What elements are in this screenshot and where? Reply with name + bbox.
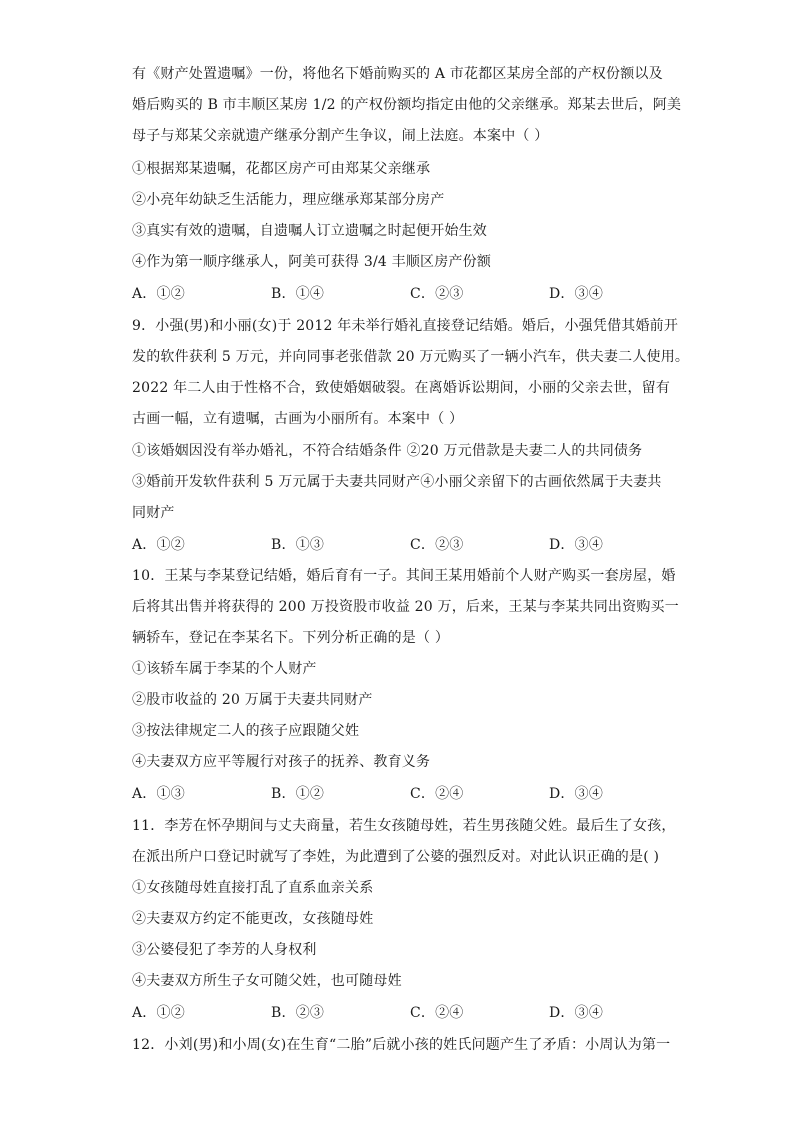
q10-stem-line-3: 辆轿车，登记在李某名下。下列分析正确的是（ ） [132,630,450,646]
q11-statement-4: ④夫妻双方所生子女可随父姓，也可随母姓 [132,973,402,989]
q8-stem-line-2: 婚后购买的 B 市丰顺区某房 1/2 的产权份额均指定由他的父亲继承。郑某去世后，阿美 [132,97,682,113]
q11-option-a[interactable]: A．①② [132,1005,185,1021]
q10-option-c[interactable]: C．②④ [410,786,464,802]
q10-options [132,784,652,804]
q9-stem-line-3: 2022 年二人由于性格不合，致使婚姻破裂。在离婚诉讼期间，小丽的父亲去世，留有 [132,380,671,396]
q8-statement-4: ④作为第一顺序继承人，阿美可获得 3/4 丰顺区房产份额 [132,254,492,270]
q8-option-a[interactable]: A．①② [132,286,185,302]
q8-statement-2: ②小亮年幼缺乏生活能力，理应继承郑某部分房产 [132,192,445,208]
q8-stem-line-3: 母子与郑某父亲就遗产继承分割产生争议，闹上法庭。本案中（ ） [132,128,549,144]
q9-stem-line-1: 9．小强(男)和小丽(女)于 2012 年未举行婚礼直接登记结婚。婚后，小强凭借其婚前开 [132,318,679,334]
q10-stem-line-2: 后将其出售并将获得的 200 万投资股市收益 20 万，后来，王某与李某共同出资购买一 [132,599,679,615]
q8-options [132,284,652,304]
q10-statement-4: ④夫妻双方应平等履行对孩子的抚养、教育义务 [132,754,431,770]
q9-statement-2: ③婚前开发软件获利 5 万元属于夫妻共同财产④小丽父亲留下的古画依然属于夫妻共 [132,474,662,490]
q8-statement-3: ③真实有效的遗嘱，自遗嘱人订立遗嘱之时起便开始生效 [132,223,487,239]
q10-statement-1: ①该轿车属于李某的个人财产 [132,661,317,677]
q8-statement-1: ①根据郑某遗嘱，花都区房产可由郑某父亲继承 [132,161,431,177]
q10-option-a[interactable]: A．①③ [132,786,185,802]
q12-stem-line-1: 12．小刘(男)和小周(女)在生育“二胎”后就小孩的姓氏问题产生了矛盾：小周认为第一 [132,1037,671,1053]
q11-options [132,1003,652,1023]
q10-stem-line-1: 10．王某与李某登记结婚，婚后育有一子。其间王某用婚前个人财产购买一套房屋，婚 [132,568,676,584]
q9-stem-line-4: 古画一幅，立有遗嘱，古画为小丽所有。本案中（ ） [132,411,464,427]
q11-option-c[interactable]: C．②④ [410,1005,464,1021]
q11-stem-line-2: 在派出所户口登记时就写了李姓，为此遭到了公婆的强烈反对。对此认识正确的是( ) [132,849,660,865]
q11-option-b[interactable]: B．②③ [271,1005,325,1021]
q9-option-a[interactable]: A．①② [132,537,185,553]
q11-statement-2: ②夫妻双方约定不能更改，女孩随母姓 [132,911,374,927]
q8-stem-line-1: 有《财产处置遗嘱》一份，将他名下婚前购买的 A 市花都区某房全部的产权份额以及 [132,66,663,82]
q11-statement-3: ③公婆侵犯了李芳的人身权利 [132,942,317,958]
q11-statement-1: ①女孩随母姓直接打乱了直系血亲关系 [132,880,374,896]
q10-statement-2: ②股市收益的 20 万属于夫妻共同财产 [132,692,373,708]
q9-option-c[interactable]: C．②③ [410,537,464,553]
q11-stem-line-1: 11．李芳在怀孕期间与丈夫商量，若生女孩随母姓，若生男孩随父姓。最后生了女孩， [132,818,676,834]
q9-option-b[interactable]: B．①③ [271,537,325,553]
q9-stem-line-2: 发的软件获利 5 万元，并向同事老张借款 20 万元购买了一辆小汽车，供夫妻二人使用。 [132,349,690,365]
q9-statement-3: 同财产 [132,505,175,521]
q11-option-d[interactable]: D．③④ [549,1005,604,1021]
q9-option-d[interactable]: D．③④ [549,537,604,553]
q10-option-d[interactable]: D．③④ [549,786,604,802]
q8-option-d[interactable]: D．③④ [549,286,604,302]
q10-option-b[interactable]: B．①② [271,786,325,802]
q9-options [132,535,652,555]
q10-statement-3: ③按法律规定二人的孩子应跟随父姓 [132,723,360,739]
q9-statement-1: ①该婚姻因没有举办婚礼，不符合结婚条件 ②20 万元借款是夫妻二人的共同债务 [132,443,643,459]
q8-option-c[interactable]: C．②③ [410,286,464,302]
q8-option-b[interactable]: B．①④ [271,286,325,302]
